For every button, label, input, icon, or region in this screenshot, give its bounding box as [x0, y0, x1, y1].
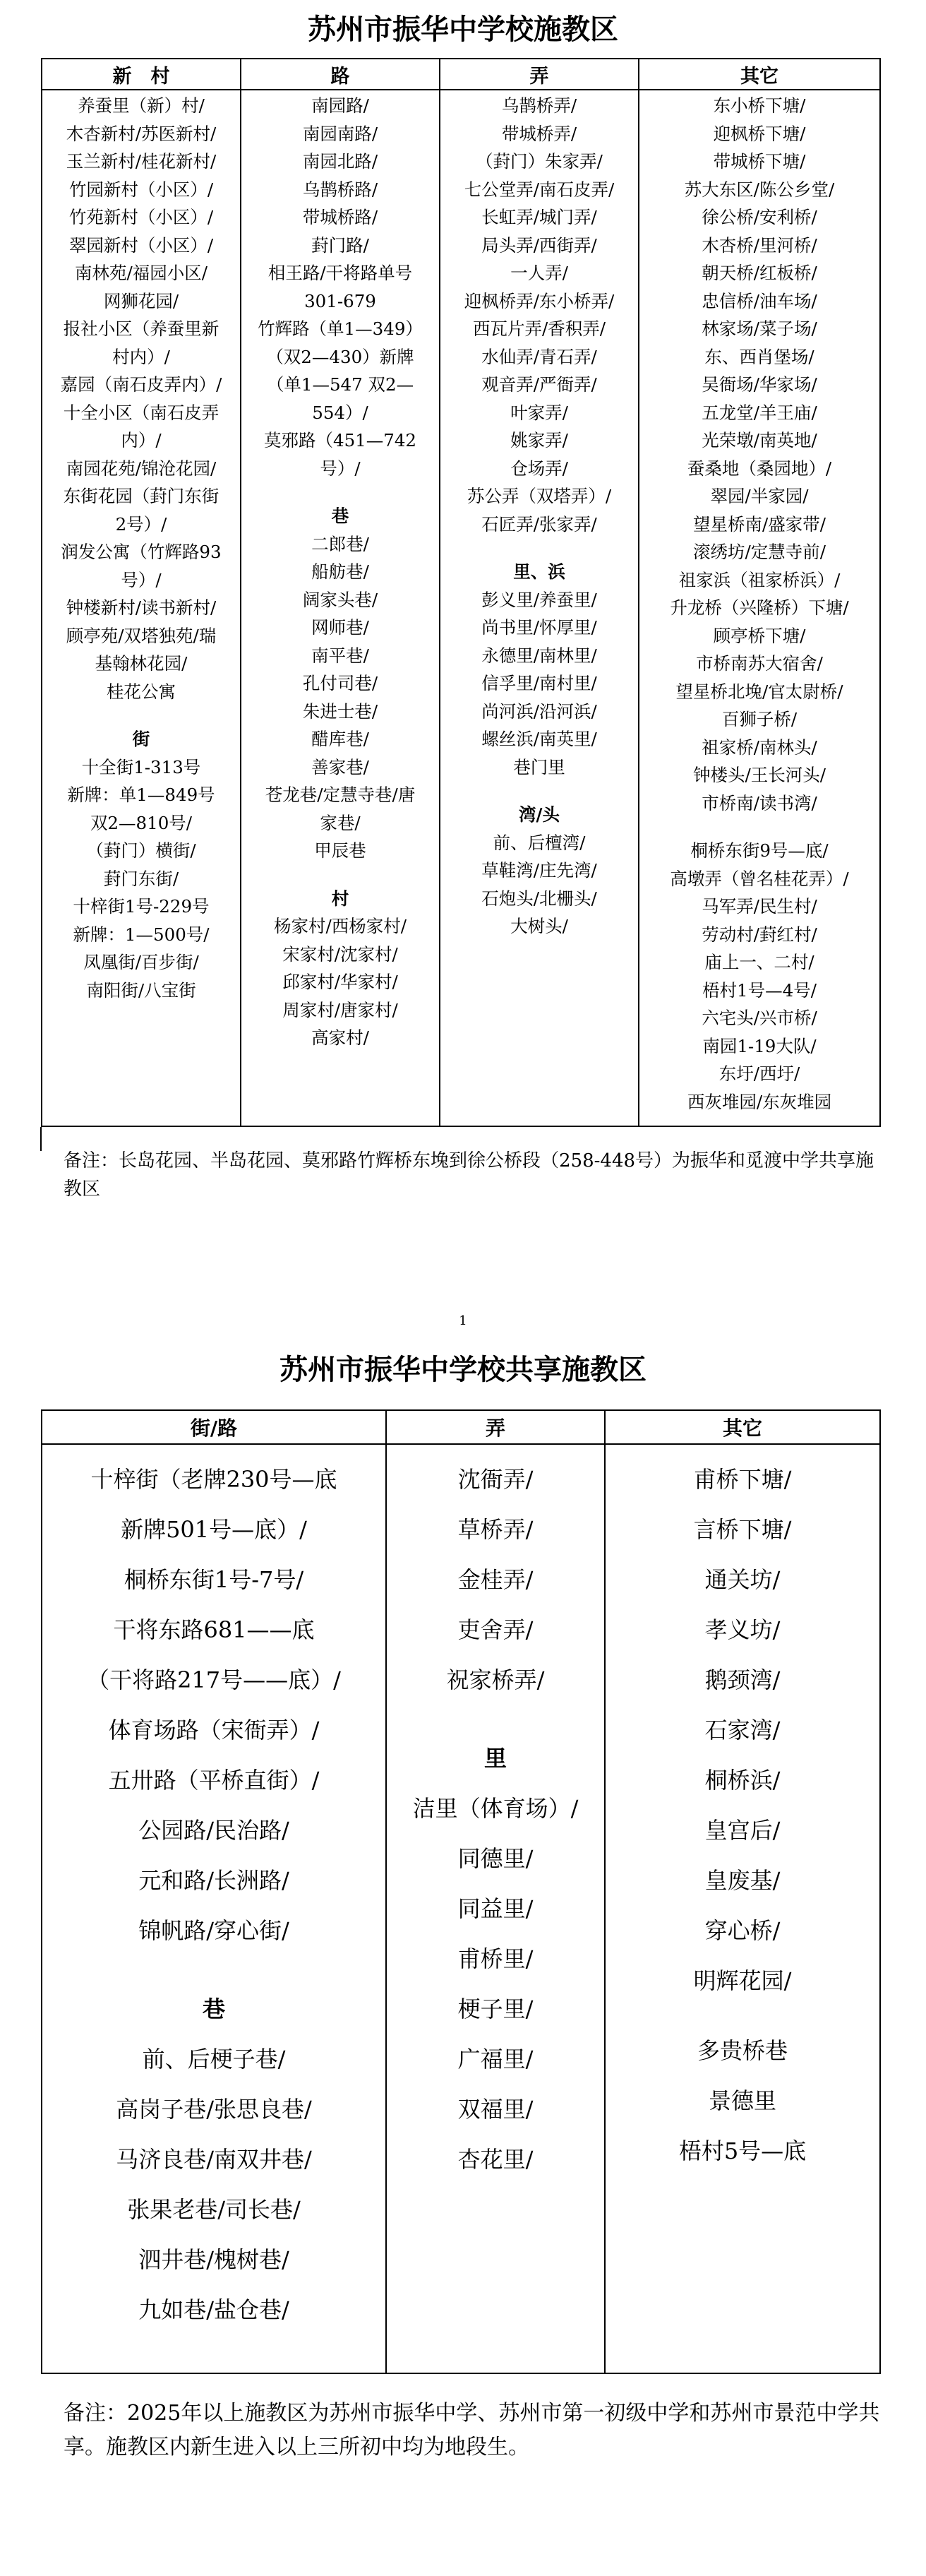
- list-item: 五卅路（平桥直街）/: [108, 1767, 320, 1794]
- list: [440, 92, 638, 538]
- list-item: 七公堂弄/南石皮弄/: [464, 179, 615, 200]
- list-item: 新牌501号—底）/: [121, 1516, 307, 1543]
- list-item: 朝天桥/红板桥/: [702, 263, 817, 283]
- list-item: 家巷/: [320, 812, 361, 833]
- list-item: （葑门）朱家弄/: [476, 151, 603, 172]
- list-item: 张果老巷/司长巷/: [127, 2196, 301, 2223]
- list-item: 锦帆路/穿心街/: [138, 1917, 289, 1944]
- header-jie-lu: 街/路: [42, 1410, 386, 1444]
- list-item: 竹苑新村（小区）/: [68, 207, 214, 227]
- list-item: 祖家浜（祖家桥浜）/: [678, 569, 841, 590]
- list-item: 葑门东街/: [103, 868, 179, 889]
- list-item: 高家村/: [311, 1027, 369, 1048]
- list-item: 竹辉路（单1—349）: [258, 318, 423, 339]
- list-item: 乌鹊桥路/: [302, 179, 378, 200]
- list-item: 螺丝浜/南英里/: [481, 729, 597, 749]
- list-item: 迎枫桥下塘/: [713, 123, 806, 144]
- list-item: 凤凰街/百步街/: [83, 952, 199, 972]
- list-item: 甲辰巷: [314, 840, 366, 861]
- list-item: 徐公桥/安利桥/: [702, 207, 817, 227]
- note: 备注：2025年以上施教区为苏州市振华中学、苏州市第一初级中学和苏州市景范中学共享。施教区内新生进入以上三所初中均为地段生。: [64, 2401, 880, 2459]
- list-item: 滚绣坊/定慧寺前/: [692, 542, 826, 562]
- list-item: 玉兰新村/桂花新村/: [66, 151, 217, 172]
- list-item: 蚕桑地（桑园地）/: [687, 458, 832, 479]
- list-item: 新牌：单1—849号: [67, 785, 215, 805]
- list-item: 鹅颈湾/: [704, 1666, 781, 1693]
- list-item: 网师巷/: [311, 617, 369, 638]
- list-item: 彭义里/养蚕里/: [481, 589, 597, 610]
- list-item: 前、后梗子巷/: [142, 2046, 286, 2073]
- list-item: 翠园新村（小区）/: [68, 234, 214, 256]
- list-item: 双福里/: [457, 2096, 534, 2123]
- list: [42, 2034, 385, 2335]
- list-item: 带城桥下塘/: [713, 151, 806, 172]
- list-item: 孝义坊/: [704, 1616, 781, 1643]
- list-item: 忠信桥/油车场/: [702, 290, 817, 311]
- header-nong: 弄: [440, 59, 639, 90]
- column-xincun: [42, 90, 241, 1126]
- list-item: 南阳街/八宝街: [86, 979, 196, 1001]
- list-item: 东街花园（葑门东街: [63, 486, 220, 506]
- list-item: 梧村5号—底: [678, 2137, 807, 2164]
- list-item: 双2—810号/: [90, 812, 193, 833]
- list-item: 阔家头巷/: [302, 589, 378, 610]
- list-item: 醋库巷/: [311, 729, 369, 749]
- list: [241, 912, 439, 1052]
- list-item: 望星桥南/盛家带/: [692, 513, 826, 535]
- column-qita: [605, 1444, 880, 2373]
- list-item: 吴衙场/华家场/: [702, 374, 817, 395]
- list-item: 乌鹊桥弄/: [501, 95, 577, 116]
- list-item: 尚河浜/沿河浜/: [481, 700, 597, 722]
- list-item: 草桥弄/: [457, 1516, 534, 1543]
- list: [639, 92, 879, 817]
- list-item: 一人弄/: [510, 263, 568, 283]
- list-item: 桐桥浜/: [704, 1767, 781, 1794]
- list-item: （干将路217号——底）/: [87, 1666, 341, 1693]
- list-item: 南林苑/福园小区/: [74, 263, 208, 283]
- header-lu: 路: [241, 59, 440, 90]
- page-number: 1: [459, 1313, 467, 1328]
- list: [42, 92, 240, 705]
- list-item: 干将东路681——底: [113, 1616, 315, 1643]
- list-item: 基翰林花园/: [95, 653, 188, 674]
- list-item: 高墩弄（曾名桂花弄）/: [670, 868, 849, 889]
- list-item: 号）/: [121, 569, 162, 590]
- list: [241, 92, 439, 482]
- list-item: 2号）/: [115, 513, 167, 535]
- list-item: 光荣墩/南英地/: [702, 430, 817, 451]
- list-item: 皇废基/: [704, 1867, 781, 1894]
- list-item: 穿心桥/: [704, 1917, 781, 1944]
- list-item: 通关坊/: [704, 1566, 781, 1593]
- list: [639, 837, 879, 1116]
- list-item: 泗井巷/槐树巷/: [138, 2246, 289, 2273]
- list: [241, 530, 439, 865]
- list-item: 南园花苑/锦沧花园/: [66, 458, 217, 479]
- list-item: 叶家弄/: [510, 402, 568, 423]
- list-item: 大树头/: [510, 916, 568, 936]
- list-item: 西灰堆园/东灰堆园: [687, 1091, 832, 1112]
- list-item: 翠园/半家园/: [710, 486, 809, 506]
- list-item: 顾亭桥下塘/: [713, 625, 806, 646]
- list-item: 吏舍弄/: [457, 1616, 534, 1643]
- list-item: 号）/: [320, 458, 361, 479]
- subheader-li-bang: 里、浜: [513, 561, 565, 582]
- list-item: 南园路/: [311, 95, 369, 116]
- list-item: 南园北路/: [302, 151, 378, 172]
- list-item: 钟楼新村/读书新村/: [66, 597, 217, 618]
- list: [387, 1784, 604, 2185]
- list-item: 钟楼头/王长河头/: [692, 765, 826, 785]
- list-item: 甫桥里/: [457, 1945, 534, 1972]
- list-item: 水仙弄/青石弄/: [481, 346, 597, 367]
- list-item: 杏花里/: [457, 2146, 534, 2173]
- list-item: 尚书里/怀厚里/: [481, 617, 597, 638]
- list-item: 南园南路/: [302, 123, 378, 144]
- list: [606, 2026, 879, 2176]
- list-item: 带城桥路/: [302, 207, 378, 227]
- list-item: （双2—430）新牌: [266, 346, 414, 367]
- list-item: 观音弄/严衙弄/: [481, 374, 597, 395]
- list-item: 石炮头/北栅头/: [481, 888, 597, 909]
- list-item: 金桂弄/: [457, 1566, 534, 1593]
- header-qita: 其它: [605, 1410, 880, 1444]
- list-item: 景德里: [708, 2087, 776, 2114]
- list-item: 草鞋湾/庄先湾/: [481, 860, 597, 881]
- list-item: 南平巷/: [311, 645, 369, 666]
- list-item: （葑门）横街/: [86, 840, 196, 861]
- list-item: 梧村1号—4号/: [702, 979, 817, 1001]
- list-item: 劳动村/葑红村/: [702, 924, 817, 945]
- list-item: 杨家村/西杨家村/: [273, 916, 407, 936]
- list-item: 嘉园（南石皮弄内）/: [60, 374, 222, 395]
- list-item: 梗子里/: [457, 1996, 534, 2022]
- header-xincun: 新 村: [42, 59, 241, 90]
- list-item: 林家场/菜子场/: [702, 318, 817, 339]
- list-item: 莫邪路（451—742: [263, 430, 417, 451]
- list-item: 马济良巷/南双井巷/: [116, 2146, 312, 2173]
- table-edge-mark: [40, 1127, 42, 1151]
- list-item: 皇宫后/: [704, 1817, 781, 1844]
- list-item: 高岗子巷/张思良巷/: [116, 2096, 312, 2123]
- list-item: 仓场弄/: [510, 458, 568, 479]
- list-item: 祝家桥弄/: [446, 1666, 545, 1693]
- list-item: 元和路/长洲路/: [138, 1867, 289, 1894]
- list-item: 善家巷/: [311, 756, 369, 777]
- list-item: 望星桥北堍/官太尉桥/: [675, 681, 843, 702]
- list-item: 东圩/西圩/: [718, 1063, 800, 1084]
- list-item: 局头弄/西街弄/: [481, 234, 597, 256]
- list-item: 姚家弄/: [510, 430, 568, 451]
- list-item: 葑门路/: [311, 234, 369, 256]
- list: [606, 1455, 879, 2006]
- column-nong: [386, 1444, 605, 2373]
- list-item: 南园1-19大队/: [702, 1035, 817, 1056]
- list-item: 润发公寓（竹辉路93: [61, 542, 222, 562]
- note: 备注：长岛花园、半岛花园、莫邪路竹辉桥东堍到徐公桥段（258-448号）为振华和觅渡中学共享施教区: [64, 1150, 874, 1200]
- list-item: 301-679: [304, 290, 376, 311]
- subheader-jie: 街: [132, 729, 150, 749]
- list-item: 前、后檀湾/: [493, 832, 586, 853]
- list-item: 甫桥下塘/: [693, 1466, 792, 1493]
- list-item: 船舫巷/: [311, 561, 369, 582]
- list-item: 二郎巷/: [311, 533, 369, 554]
- list-item: 信孚里/南村里/: [481, 673, 597, 693]
- list-item: （单1—547 双2—: [266, 374, 414, 395]
- list-item: 石家湾/: [704, 1717, 781, 1743]
- list-item: 木杏新村/苏医新村/: [66, 123, 217, 144]
- list-item: 十梓街1号-229号: [73, 896, 210, 917]
- list-item: 报社小区（养蚕里新: [63, 318, 220, 339]
- list-item: 市桥南苏大宿舍/: [696, 653, 823, 674]
- list-item: 养蚕里（新）村/: [78, 95, 205, 116]
- column-jie-lu: [42, 1444, 386, 2373]
- list-item: 明辉花园/: [693, 1967, 792, 1994]
- list-item: 多贵桥巷: [697, 2037, 788, 2064]
- list-item: 东、西肖堡场/: [704, 346, 814, 367]
- list-item: 网狮花园/: [103, 290, 179, 311]
- list: [42, 753, 240, 1005]
- list-item: 西瓦片弄/香积弄/: [472, 318, 606, 339]
- list-item: 周家村/唐家村/: [282, 999, 398, 1020]
- list-item: 新牌：1—500号/: [73, 924, 210, 945]
- list-item: 木杏桥/里河桥/: [702, 234, 817, 256]
- list-item: 百狮子桥/: [721, 709, 798, 729]
- list-item: 苍龙巷/定慧寺巷/唐: [265, 785, 416, 805]
- list-item: 迎枫桥弄/东小桥弄/: [464, 290, 615, 311]
- list-item: 六宅头/兴市桥/: [702, 1008, 817, 1028]
- subheader-xiang: 巷: [202, 1996, 225, 2022]
- list-item: 苏大东区/陈公乡堂/: [684, 179, 835, 200]
- list-item: 东小桥下塘/: [713, 95, 806, 116]
- list-item: 邱家村/华家村/: [282, 972, 398, 992]
- list-item: 庙上一、二村/: [704, 952, 814, 972]
- column-lu: [241, 90, 440, 1126]
- list-item: 祖家桥/南林头/: [702, 737, 817, 758]
- subheader-wan-tou: 湾/头: [519, 804, 560, 825]
- list-item: 朱进士巷/: [302, 700, 378, 722]
- subheader-cun: 村: [331, 888, 349, 909]
- list: [387, 1455, 604, 1705]
- list-item: 竹园新村（小区）/: [68, 179, 214, 200]
- list-item: 同益里/: [457, 1895, 534, 1922]
- list-item: 言桥下塘/: [693, 1516, 792, 1543]
- list-item: 巷门里: [513, 756, 565, 777]
- list-item: 市桥南/读书湾/: [702, 792, 817, 813]
- list-item: 内）/: [121, 430, 162, 451]
- list-item: 十全街1-313号: [81, 756, 201, 777]
- list-item: 九如巷/盐仓巷/: [138, 2296, 289, 2323]
- list-item: 体育场路（宋衙弄）/: [108, 1717, 320, 1743]
- list-item: 宋家村/沈家村/: [282, 943, 398, 965]
- list-item: 相王路/干将路单号: [267, 263, 413, 283]
- list-item: 沈衙弄/: [457, 1466, 534, 1493]
- list-item: 十全小区（南石皮弄: [63, 402, 220, 423]
- page-title: 苏州市振华中学校施教区: [308, 13, 618, 46]
- column-qita: [639, 90, 880, 1126]
- page-title: 苏州市振华中学校共享施教区: [279, 1354, 647, 1386]
- list-item: 苏公弄（双塔弄）/: [467, 486, 612, 506]
- list-item: 五龙堂/羊王庙/: [702, 402, 817, 423]
- list-item: 石匠弄/张家弄/: [481, 513, 597, 535]
- header-nong: 弄: [386, 1410, 605, 1444]
- list-item: 长虹弄/城门弄/: [481, 207, 597, 227]
- list-item: 升龙桥（兴隆桥）下塘/: [670, 597, 849, 618]
- list: [440, 829, 638, 941]
- list-item: 带城桥弄/: [501, 123, 577, 144]
- list-item: 村内）/: [112, 346, 170, 367]
- subheader-li: 里: [483, 1745, 507, 1772]
- list-item: 桐桥东街1号-7号/: [124, 1566, 304, 1593]
- school-district-table: [41, 58, 881, 1127]
- list-item: 554）/: [312, 402, 368, 423]
- list-item: 洁里（体育场）/: [412, 1795, 579, 1822]
- list-item: 广福里/: [457, 2046, 534, 2073]
- list-item: 十梓街（老牌230号—底: [90, 1466, 337, 1493]
- list-item: 同德里/: [457, 1845, 534, 1872]
- list-item: 桐桥东街9号—底/: [690, 840, 829, 861]
- list-item: 孔付司巷/: [302, 673, 378, 693]
- list-item: 永德里/南林里/: [481, 645, 597, 666]
- subheader-xiang: 巷: [331, 506, 349, 526]
- list-item: 马军弄/民生村/: [702, 896, 817, 917]
- shared-district-table: [41, 1409, 881, 2374]
- header-qita: 其它: [639, 59, 880, 90]
- list-item: 公园路/民治路/: [138, 1817, 289, 1844]
- list: [440, 586, 638, 782]
- list-item: 顾亭苑/双塔独苑/瑞: [66, 625, 217, 646]
- list-item: 桂花公寓: [107, 681, 176, 702]
- list: [42, 1455, 385, 1956]
- column-nong: [440, 90, 639, 1126]
